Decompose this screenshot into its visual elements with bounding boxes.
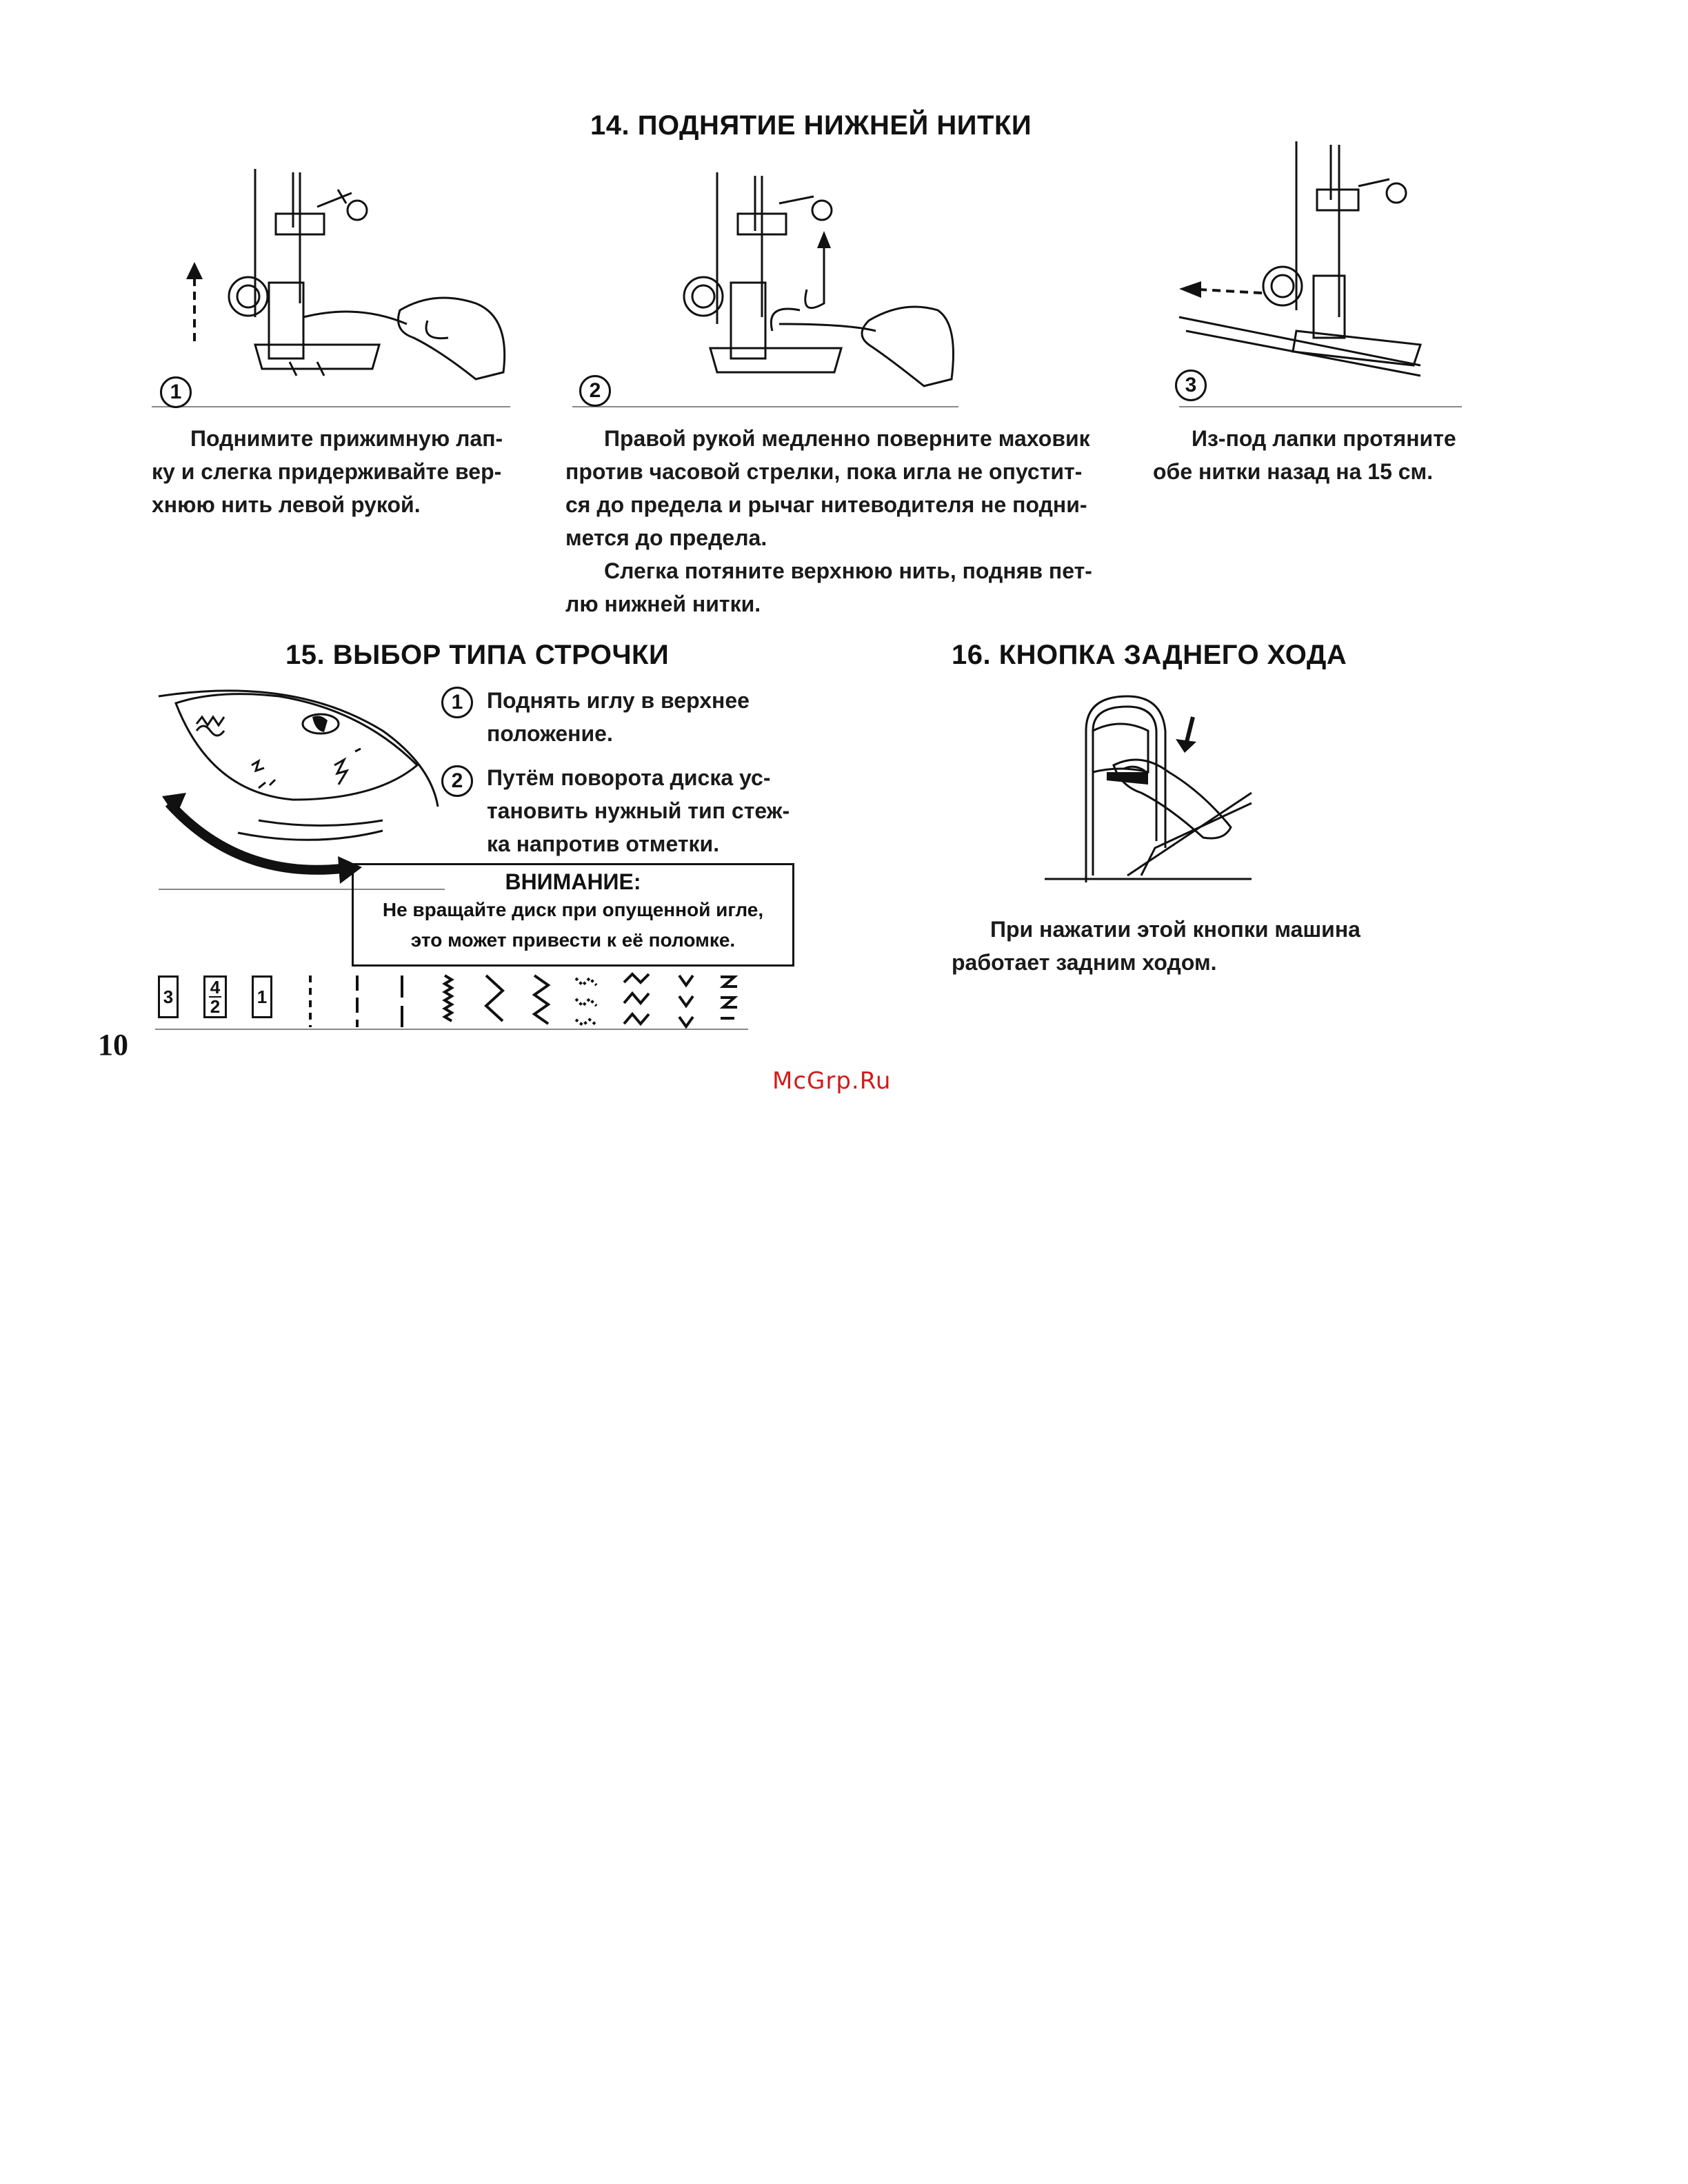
stitch-box-digit: 2 — [210, 996, 221, 1017]
text-line: ку и слегка придерживайте вер- — [152, 459, 502, 484]
text-line: Слегка потяните верхнюю нить, подняв пет- — [604, 558, 1092, 583]
step-number-badge: 1 — [441, 687, 473, 718]
warning-title: ВНИМАНИЕ: — [505, 869, 641, 894]
text-line: Правой рукой медленно поверните маховик — [604, 426, 1090, 451]
text-line: тановить нужный тип стеж- — [487, 798, 790, 823]
text-line: мется до предела. — [565, 525, 767, 550]
stitch-box: 3 — [158, 975, 179, 1018]
warning-box — [352, 863, 794, 967]
step-number-badge: 1 — [160, 376, 192, 408]
illustration-raise-presser-foot — [152, 165, 510, 407]
text-line: положение. — [487, 721, 613, 746]
section-15-step-2-text — [487, 761, 811, 860]
step-number-badge: 2 — [441, 765, 473, 797]
section-16-text — [952, 913, 1434, 979]
step-1-instructions — [152, 422, 524, 521]
text-line: Поднять иглу в верхнее — [487, 688, 750, 713]
illustration-reverse-button — [1045, 689, 1252, 889]
stitch-pattern-strip — [155, 969, 748, 1031]
text-line: Путём поворота диска ус- — [487, 765, 771, 790]
warning-line: это может привести к её поломке. — [410, 929, 736, 951]
text-line: против часовой стрелки, пока игла не опустит- — [565, 459, 1083, 484]
step-number-badge: 2 — [579, 375, 611, 407]
step-number-badge: 3 — [1175, 370, 1207, 401]
text-line: обе нитки назад на 15 см. — [1153, 459, 1434, 484]
page-number: 10 — [98, 1028, 128, 1062]
illustration-stitch-dial — [155, 682, 445, 889]
section-14-title: 14. ПОДНЯТИЕ НИЖНЕЙ НИТКИ — [590, 110, 1032, 141]
watermark: McGrp.Ru — [772, 1067, 892, 1095]
illustration-turn-handwheel — [572, 165, 958, 407]
text-line: Из-под лапки протяните — [1192, 426, 1456, 451]
stitch-box: 1 — [252, 975, 272, 1018]
text-line: ся до предела и рычаг нитеводителя не подни- — [565, 492, 1087, 517]
text-line: При нажатии этой кнопки машина — [990, 917, 1360, 942]
text-line: Поднимите прижимную лап- — [190, 426, 503, 451]
text-line: хнюю нить левой рукой. — [152, 492, 421, 517]
text-line: ка напротив отметки. — [487, 831, 720, 856]
illustration-pull-threads-back — [1158, 138, 1462, 407]
text-line: работает задним ходом. — [952, 950, 1217, 975]
section-15-step-1-text — [487, 684, 811, 750]
section-16-title: 16. КНОПКА ЗАДНЕГО ХОДА — [952, 640, 1347, 670]
step-3-instructions — [1153, 422, 1511, 488]
step-2-instructions — [565, 422, 1124, 620]
warning-line: Не вращайте диск при опущенной игле, — [382, 899, 764, 920]
section-15-title: 15. ВЫБОР ТИПА СТРОЧКИ — [285, 640, 670, 670]
text-line: лю нижней нитки. — [565, 592, 761, 616]
stitch-box-digit: 4 — [210, 977, 221, 998]
